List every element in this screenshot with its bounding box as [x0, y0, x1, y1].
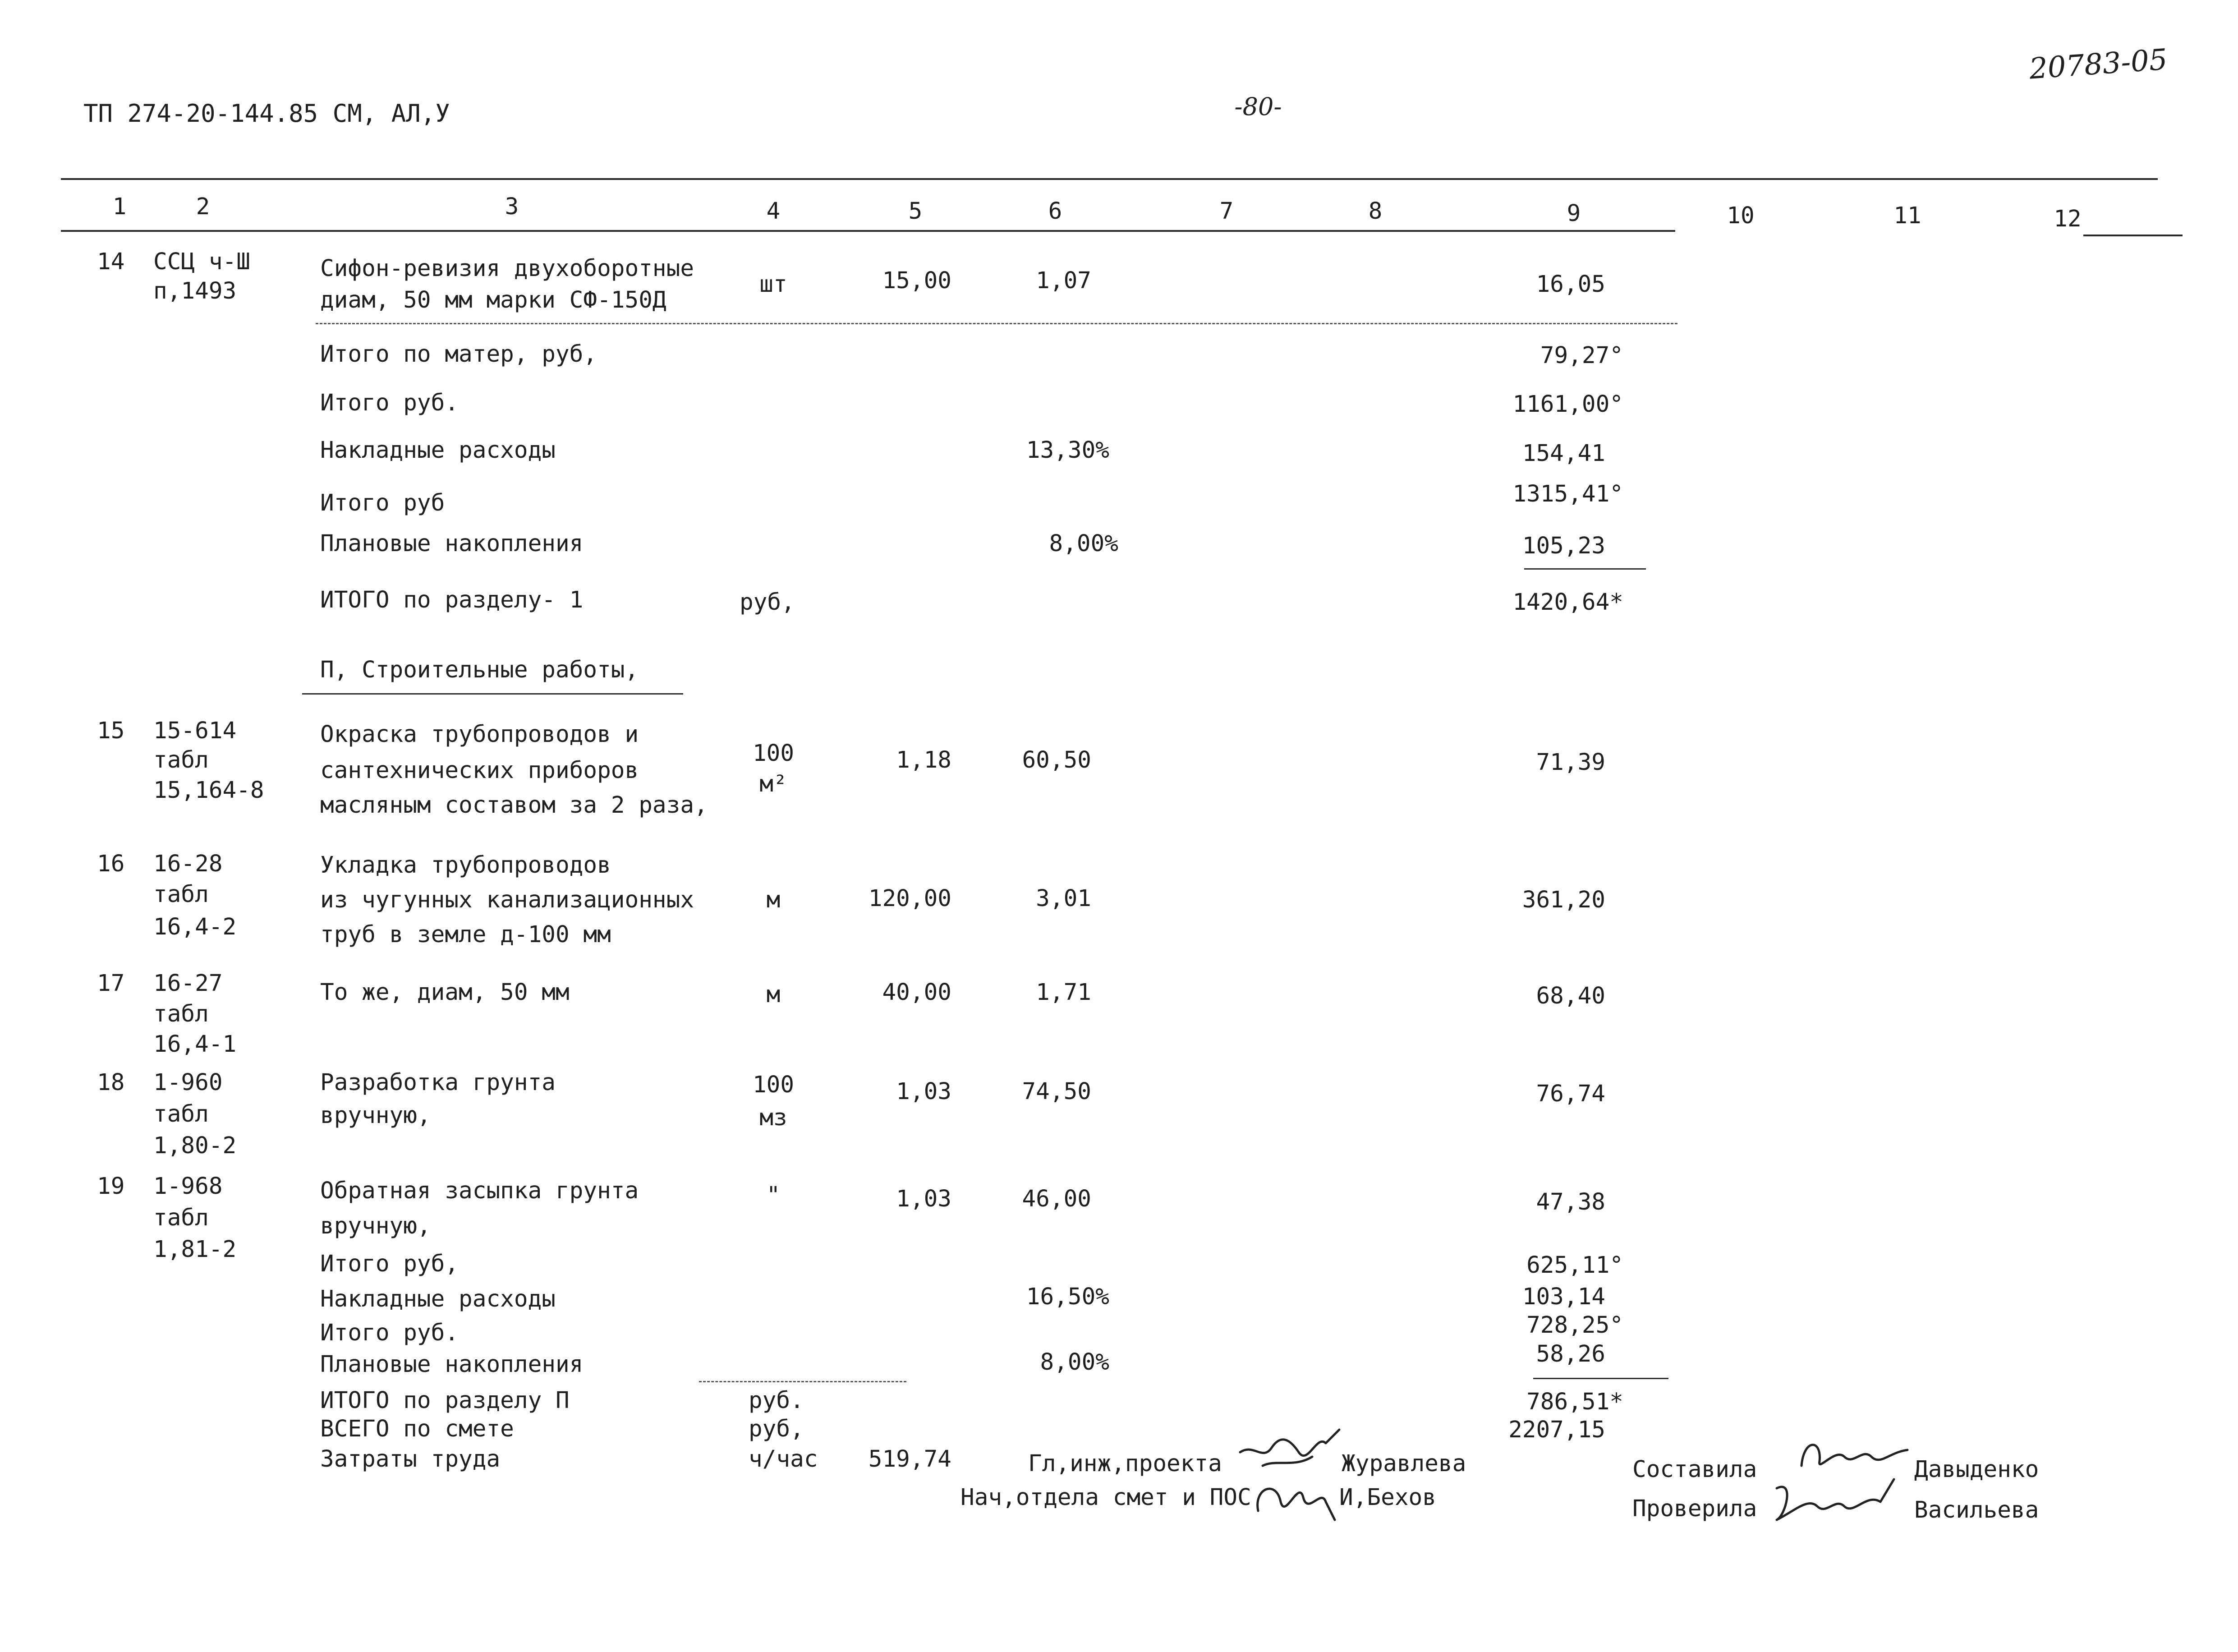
row-description: труб в земле д-100 мм: [320, 921, 611, 948]
checked-by-label: Проверила: [1632, 1496, 1757, 1522]
row-number: 15: [97, 718, 125, 744]
summary-label: Итого руб,: [320, 1251, 459, 1277]
summary-rule: [1524, 568, 1646, 570]
row-description: Окраска трубопроводов и: [320, 721, 639, 748]
compiled-by-name: Давыденко: [1914, 1456, 2039, 1483]
grand-total-unit: руб,: [749, 1416, 804, 1442]
row-unit: 100: [752, 1072, 795, 1098]
page-number: -80-: [1234, 92, 1282, 121]
section-1-total: 1420,64*: [1512, 589, 1623, 616]
row-code: табл: [153, 1101, 209, 1127]
section-2-total-label: ИТОГО по разделу П: [320, 1387, 570, 1414]
row-unit: мз: [759, 1104, 787, 1131]
summary-total: 728,25°: [1526, 1312, 1623, 1339]
section-2-title-rule: [302, 693, 683, 695]
archive-number: 20783-05: [2028, 43, 2169, 86]
row-total: 361,20: [1522, 887, 1605, 913]
compiled-by-label: Составила: [1632, 1456, 1757, 1483]
row-code: 1-968: [153, 1173, 223, 1200]
summary-total: 103,14: [1522, 1284, 1605, 1310]
dept-head-signature: [1249, 1461, 1339, 1529]
col-header-8: 8: [1368, 198, 1383, 225]
section-2-title: П, Строительные работы,: [320, 657, 639, 683]
row-code: 1-960: [153, 1069, 223, 1096]
dept-head-name: И,Бехов: [1339, 1484, 1436, 1511]
row-code: табл: [153, 1001, 209, 1027]
row-code: табл: [153, 747, 209, 773]
row-divider: [316, 323, 1677, 324]
col-header-4: 4: [766, 198, 781, 225]
table-top-rule: [61, 178, 2158, 180]
row-code: табл: [153, 881, 209, 908]
row-unit-price: 3,01: [1036, 885, 1091, 912]
col-header-3: 3: [505, 193, 519, 220]
summary-label: Накладные расходы: [320, 437, 556, 464]
summary-percent: 8,00%: [1040, 1349, 1109, 1376]
summary-percent: 8,00%: [1049, 530, 1118, 557]
checked-by-name: Васильева: [1914, 1497, 2039, 1523]
col-header-1: 1: [112, 193, 127, 220]
summary-rule: [699, 1381, 906, 1382]
table-header-rule: [61, 230, 1675, 232]
row-unit: ": [766, 1182, 781, 1209]
col-header-12: 12: [2054, 206, 2082, 232]
row-description: из чугунных канализационных: [320, 887, 694, 913]
document-code: ТП 274-20-144.85 СМ, АЛ,У: [83, 99, 450, 128]
row-total: 47,38: [1536, 1189, 1605, 1215]
section-2-total: 786,51*: [1526, 1389, 1623, 1415]
labor-cost-unit: ч/час: [749, 1446, 818, 1473]
row-description: диам, 50 мм марки СФ-150Д: [320, 287, 666, 313]
row-quantity: 1,18: [896, 747, 951, 773]
row-quantity: 120,00: [868, 885, 951, 912]
col-header-9: 9: [1567, 200, 1581, 227]
row-code: табл: [153, 1205, 209, 1231]
row-quantity: 1,03: [896, 1186, 951, 1212]
checked-by-signature: [1768, 1470, 1903, 1529]
grand-total-label: ВСЕГО по смете: [320, 1416, 514, 1442]
summary-total: 154,41: [1522, 440, 1605, 467]
row-unit: м: [766, 981, 781, 1008]
row-total: 68,40: [1536, 983, 1605, 1009]
row-number: 17: [97, 970, 125, 997]
row-number: 16: [97, 851, 125, 877]
row-unit: 100: [752, 740, 795, 767]
summary-total: 1161,00°: [1512, 391, 1623, 418]
summary-percent: 16,50%: [1026, 1284, 1109, 1310]
summary-total: 1315,41°: [1512, 481, 1623, 507]
row-number: 19: [97, 1173, 125, 1200]
row-description: То же, диам, 50 мм: [320, 979, 570, 1006]
row-description: сантехнических приборов: [320, 757, 639, 784]
row-number: 14: [97, 248, 125, 275]
row-code: 16-27: [153, 970, 223, 997]
summary-label: Итого по матер, руб,: [320, 341, 597, 368]
row-unit: м: [766, 887, 781, 913]
grand-total: 2207,15: [1508, 1417, 1605, 1443]
summary-label: Накладные расходы: [320, 1286, 556, 1312]
row-unit: шт: [759, 271, 787, 298]
row-total: 71,39: [1536, 749, 1605, 776]
summary-percent: 13,30%: [1026, 437, 1109, 464]
row-quantity: 1,03: [896, 1078, 951, 1105]
section-2-total-unit: руб.: [749, 1387, 804, 1414]
section-1-total-unit: руб,: [740, 589, 795, 616]
row-quantity: 40,00: [882, 979, 951, 1006]
row-code: 1,80-2: [153, 1132, 237, 1159]
col-header-11: 11: [1893, 202, 1921, 229]
row-description: Обратная засыпка грунта: [320, 1178, 639, 1204]
summary-total: 79,27°: [1540, 342, 1623, 369]
col-header-7: 7: [1219, 198, 1234, 225]
row-unit-price: 46,00: [1022, 1186, 1091, 1212]
col-header-10: 10: [1727, 202, 1755, 229]
row-code: п,1493: [153, 278, 237, 304]
col-header-6: 6: [1048, 198, 1062, 225]
summary-rule: [1533, 1378, 1668, 1379]
summary-total: 105,23: [1522, 533, 1605, 559]
chief-engineer-title: Гл,инж,проекта: [1028, 1450, 1222, 1477]
summary-total: 58,26: [1536, 1341, 1605, 1367]
row-unit-price: 74,50: [1022, 1078, 1091, 1105]
row-unit-price: 1,07: [1036, 267, 1091, 294]
col-header-2: 2: [196, 193, 210, 220]
dept-head-title: Нач,отдела смет и ПОС: [960, 1484, 1251, 1511]
row-number: 18: [97, 1069, 125, 1096]
chief-engineer-name: Журавлева: [1342, 1450, 1466, 1477]
row-total: 16,05: [1536, 271, 1605, 298]
summary-label: Плановые накопления: [320, 530, 584, 557]
labor-cost-value: 519,74: [868, 1446, 951, 1473]
row-code: 16-28: [153, 851, 223, 877]
summary-label: Плановые накопления: [320, 1351, 584, 1378]
row-code: 1,81-2: [153, 1236, 237, 1263]
summary-label: Итого руб.: [320, 1320, 459, 1346]
row-unit-price: 60,50: [1022, 747, 1091, 773]
labor-cost-label: Затраты труда: [320, 1446, 501, 1473]
row-description: вручную,: [320, 1102, 431, 1129]
row-code: 16,4-2: [153, 914, 237, 940]
col-header-5: 5: [908, 198, 923, 225]
summary-total: 625,11°: [1526, 1252, 1623, 1279]
summary-label: Итого руб: [320, 490, 445, 516]
row-description: Разработка грунта: [320, 1069, 556, 1096]
row-code: 16,4-1: [153, 1031, 237, 1058]
row-code: 15,164-8: [153, 777, 264, 804]
row-code: ССЦ ч-Ш: [153, 248, 250, 275]
summary-label: Итого руб.: [320, 390, 459, 416]
row-code: 15-614: [153, 718, 237, 744]
table-header-rule-right: [2083, 235, 2183, 236]
section-1-total-label: ИТОГО по разделу- 1: [320, 587, 584, 613]
row-unit: м²: [759, 771, 787, 797]
row-unit-price: 1,71: [1036, 979, 1091, 1006]
row-description: вручную,: [320, 1213, 431, 1239]
row-description: масляным составом за 2 раза,: [320, 792, 708, 819]
row-total: 76,74: [1536, 1081, 1605, 1107]
row-quantity: 15,00: [882, 267, 951, 294]
row-description: Сифон-ревизия двухоборотные: [320, 255, 694, 282]
row-description: Укладка трубопроводов: [320, 852, 611, 879]
